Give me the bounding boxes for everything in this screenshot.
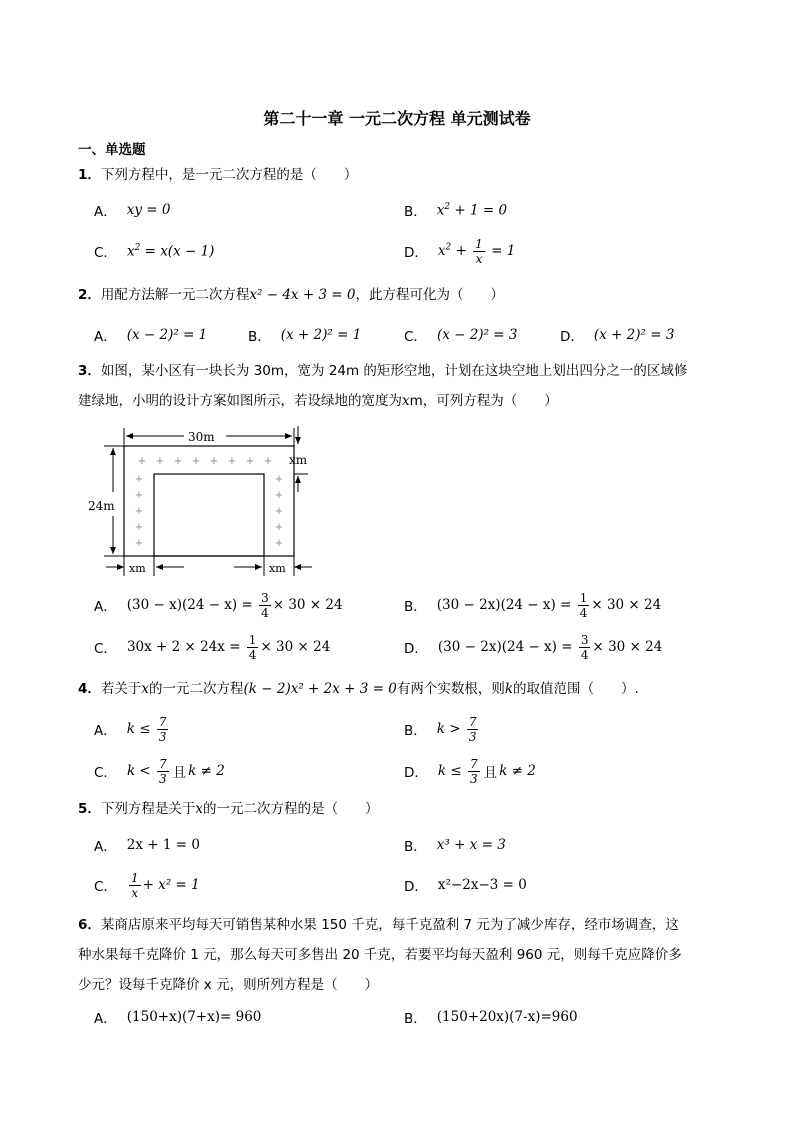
option-math: k > $\frac{7}{3}$ [436,714,477,744]
question-2 [78,280,724,310]
grass-mark: + [274,538,284,549]
option-math-tail: k ≠ 2 [499,763,536,779]
grass-mark: + [134,538,144,549]
option-label: C． [94,245,117,261]
question-text: 用配方法解一元二次方程 [100,287,250,303]
option-label: D． [404,879,428,895]
fig-bottom-left-xm: xm [129,562,146,575]
fig-right-xm-label: xm [289,453,308,467]
option-label: A． [94,1011,117,1027]
option-label: B． [404,204,427,220]
question-4 [78,674,724,704]
grass-mark: + [274,490,284,501]
option-label: B． [404,599,427,615]
option-label: B． [404,723,427,739]
option-math: (30 − 2x)(24 − x) = $\frac{1}{4}$ × 30 × 24 [436,590,662,620]
q4-option-c[interactable] [94,754,225,788]
q4-option-a[interactable] [94,712,170,746]
q3-option-c[interactable] [94,630,330,664]
q6-option-b[interactable] [404,1000,578,1034]
option-label: C． [94,641,117,657]
question-text: 下列方程中，是一元二次方程的是（ ） [100,167,358,183]
q2-option-a[interactable] [94,318,207,352]
question-number: 1． [78,167,101,183]
question-text-tail: ，此方程可化为（ ） [355,287,504,303]
grass-mark: + [134,474,144,485]
q2-option-b[interactable] [248,318,361,352]
option-label: B． [404,839,427,855]
question-5 [78,794,724,824]
option-math: $\frac{1}{x}$ + x² = 1 [130,870,200,900]
question-variable: x [195,801,204,817]
grass-mark: + [263,456,273,467]
option-label: B． [248,329,271,345]
grass-mark: + [134,490,144,501]
fig-left-label: 24m [88,499,115,513]
option-math: xy = 0 [126,202,171,218]
grass-mark: + [274,506,284,517]
option-math: (x − 2)² = 1 [126,327,208,343]
q1-option-a[interactable] [94,193,170,227]
q6-option-a[interactable] [94,1000,261,1034]
document-title: 第二十一章 一元二次方程 单元测试卷 [263,109,531,128]
q3-option-d[interactable] [404,630,662,664]
inner-rectangle [154,474,264,556]
option-label: D． [404,765,428,781]
question-equation: (k − 2)x² + 2x + 3 = 0 [243,681,397,697]
question-text-line1: 如图，某小区有一块长为 30m，宽为 24m 的矩形空地，计划在这块空地上划出四分之一的区域修 [100,363,688,379]
grass-mark: + [134,506,144,517]
option-math: (x + 2)² = 3 [593,327,675,343]
option-label: A． [94,204,117,220]
question-number: 6． [78,917,101,933]
option-math-tail: k ≠ 2 [188,763,225,779]
question-text-line2: 建绿地，小明的设计方案如图所示，若设绿地的宽度为 [78,393,402,409]
question-equation: x² − 4x + 3 = 0 [249,287,356,303]
question-text-line3: 少元？设每千克降价 x 元，则所列方程是（ ） [78,977,379,993]
question-text-tail: 的取值范围（ ）. [513,681,639,697]
option-math: $x^2 + 1 = 0$ [436,201,508,219]
question-text-mid2: 有两个实数根，则 [396,681,505,697]
question-text-tail: 的一元二次方程的是（ ） [203,801,379,817]
option-math: 2x + 1 = 0 [126,837,200,853]
q1-option-c[interactable] [94,234,214,268]
option-label: C． [94,879,117,895]
option-math: x³ + x = 3 [436,837,506,853]
grass-mark: + [134,522,144,533]
question-text-line2: 种水果每千克降价 1 元，那么每天可多售出 20 千克，若要平均每天盈利 960 元，则每千克应降价多 [78,947,682,963]
question-text-line1: 某商店原来平均每天可销售某种水果 150 千克，每千克盈利 7 元为了减少库存，经市场调查，这 [100,917,679,933]
option-text: 且 [483,765,498,781]
question-number: 2． [78,287,101,303]
option-math: (x + 2)² = 1 [280,327,362,343]
option-label: C． [94,765,117,781]
option-text: 且 [172,765,187,781]
q4-option-d[interactable] [404,754,536,788]
grass-mark: + [137,456,147,467]
grass-mark: + [274,522,284,533]
grass-mark: + [155,456,165,467]
section-heading: 一、单选题 [78,142,146,158]
grass-mark: + [173,456,183,467]
q1-option-d[interactable] [404,234,515,268]
question-text: 若关于 [100,681,142,697]
question-text: 下列方程是关于 [100,801,196,817]
option-math: $x^2$ + $\frac{1}{x}$ = 1 [437,236,516,266]
option-math: 30x + 2 × 24x = $\frac{1}{4}$ × 30 × 24 [126,632,331,662]
fig-top-label: 30m [188,430,215,444]
question-variable-2: k [504,681,514,697]
option-math: (150+x)(7+x)= 960 [126,1009,262,1025]
question-1 [78,160,724,190]
option-label: A． [94,723,117,739]
option-label: A． [94,839,117,855]
q3-option-a[interactable] [94,588,343,622]
question-6 [78,910,724,1000]
option-label: D． [404,245,428,261]
grass-mark: + [227,456,237,467]
grass-mark: + [245,456,255,467]
grass-mark: + [209,456,219,467]
question-variable: x [402,393,410,409]
q5-option-c[interactable] [94,868,200,902]
option-math: k ≤ $\frac{7}{3}$ [126,714,167,744]
option-math: x²−2x−3 = 0 [437,877,527,893]
question-variable: x [141,681,150,697]
q5-option-d[interactable] [404,868,527,902]
option-label: C． [404,329,427,345]
option-math: (30 − 2x)(24 − x) = $\frac{3}{4}$ × 30 × 24 [437,632,663,662]
question-number: 3． [78,363,101,379]
q2-option-c[interactable] [404,318,517,352]
question-3 [78,356,724,416]
option-label: B． [404,1011,427,1027]
option-math: (30 − x)(24 − x) = $\frac{3}{4}$ × 30 × 24 [126,590,343,620]
q5-option-b[interactable] [404,828,506,862]
q3-option-b[interactable] [404,588,661,622]
q4-option-b[interactable] [404,712,480,746]
q1-option-b[interactable] [404,193,507,227]
grass-mark: + [191,456,201,467]
option-math: $x^2 = x(x - 1)$ [126,242,215,260]
option-math: (150+20x)(7-x)=960 [436,1009,578,1025]
option-math: k < $\frac{7}{3}$ [126,756,167,786]
grass-pattern [135,456,283,549]
q2-option-d[interactable] [560,318,674,352]
question-number: 4． [78,681,101,697]
option-label: A． [94,599,117,615]
option-label: A． [94,329,117,345]
question-text-mid: 的一元二次方程 [149,681,244,697]
question-text-line2-tail: m，可列方程为（ ） [409,393,558,409]
grass-mark: + [274,474,284,485]
option-math: k ≤ $\frac{7}{3}$ [437,756,478,786]
option-label: D． [404,641,428,657]
question-number: 5． [78,801,101,817]
rectangle-figure [86,420,326,582]
q5-option-a[interactable] [94,828,200,862]
option-label: D． [560,329,584,345]
fig-bottom-right-xm: xm [269,562,286,575]
option-math: (x − 2)² = 3 [436,327,518,343]
